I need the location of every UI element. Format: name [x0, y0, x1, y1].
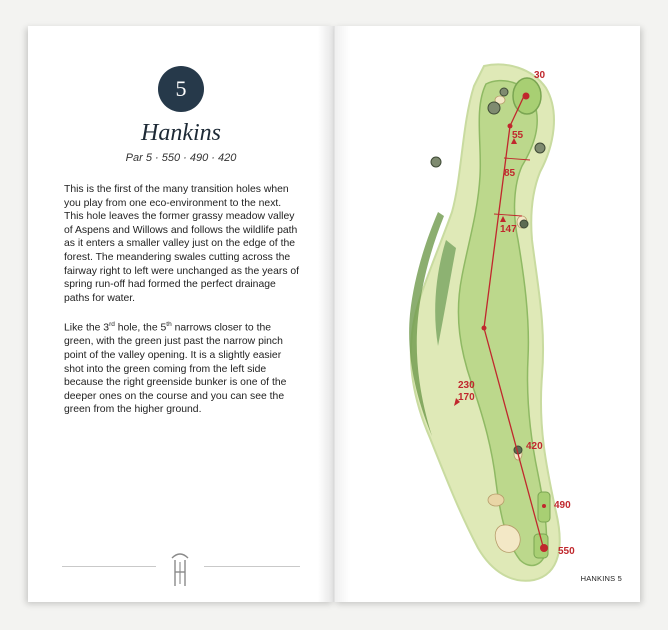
tree-icon	[500, 88, 508, 96]
hole-description	[64, 183, 300, 430]
yardage-490: 490	[554, 500, 571, 511]
description-paragraph-1: This is the first of the many transition holes when you play from one eco-environment to the next. This hole leaves the former grassy meadow valley of Aspens and Willows and follows the wildlife path as it enters a smaller valley just on the edge of the forest. The meandering swales cutting across the fairway right to left were unchanged as the years of spring run-off had formed the perfect drainage paths for water.	[64, 184, 300, 304]
hole-par-yardages: Par 5 · 550 · 490 · 420	[125, 152, 237, 164]
description-paragraph-2: Like the 3rd hole, the 5th narrows closer to the green, with the green just past the narrow pinch point of the valley opening. It is a slightly easier shot into the green coming from the left side because the right greenside bunker is one of the deeper ones on the course and you can see the green from the higher ground.	[64, 321, 287, 416]
layup-marker	[508, 124, 513, 129]
footer-rule-left	[62, 566, 156, 567]
footer-rule-right	[204, 566, 300, 567]
hole-number: 5	[175, 76, 187, 101]
tree-icon	[535, 143, 545, 153]
yardage-170: 170	[458, 392, 475, 403]
yardage-55: 55	[512, 130, 524, 141]
yardage-147: 147	[500, 224, 517, 235]
yardage-85: 85	[504, 168, 516, 179]
club-logo-icon	[168, 548, 192, 588]
tee-marker-550	[540, 544, 548, 552]
hole-map	[334, 26, 640, 602]
route-pivot-marker	[482, 326, 487, 331]
hole-name: Hankins	[141, 120, 221, 146]
yardage-420: 420	[526, 441, 543, 452]
tree-icon	[520, 220, 528, 228]
yardage-550: 550	[558, 546, 575, 557]
bunker	[488, 494, 504, 506]
hole-number-badge	[158, 66, 204, 112]
tree-icon	[488, 102, 500, 114]
page-footer-label: HANKINS 5	[580, 574, 622, 583]
tee-marker-490	[542, 504, 546, 508]
tree-icon	[431, 157, 441, 167]
green-pin-marker	[523, 93, 530, 100]
yardage-30: 30	[534, 70, 546, 81]
yardage-230: 230	[458, 380, 475, 391]
